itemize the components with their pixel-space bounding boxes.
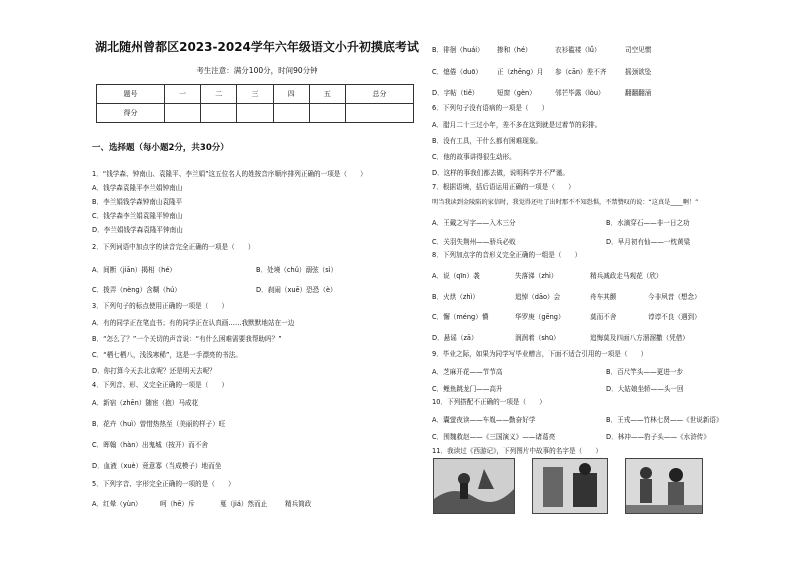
option-line: B．“怎么了？”一个关切的声音说：“有什么困难需要我帮助吗？” — [92, 335, 282, 343]
option-line: A．有的同学正在笔直书；有的同学正在认真画……我默默地站在一边 — [92, 319, 295, 327]
option-line: 今非夙昔（想念） — [648, 293, 701, 301]
option-line: 莫而不舍 — [590, 313, 617, 321]
option-line: D．林冲——豹子头——《水浒传》 — [606, 433, 710, 441]
score-cell — [237, 104, 273, 123]
option-line: C．熄倦（duō） — [432, 68, 482, 76]
option-line: C．“栖七栖八，浅浅寒稀”，这是一手漂亮的书法。 — [92, 351, 242, 359]
option-line: 参（cān）差不齐 — [555, 68, 607, 76]
score-cell — [346, 104, 414, 123]
option-line: 谆谆不良（遇到） — [648, 313, 701, 321]
story-illustration-2 — [532, 458, 608, 514]
option-line: D．悬谣（zā） — [432, 334, 478, 342]
option-line: 追悼（dāo）会 — [515, 293, 561, 301]
option-line: 掺和（hé） — [497, 46, 532, 54]
option-line: A．间断（jiān）揭相（hé） — [92, 266, 176, 274]
option-line: 摇颈欲坠 — [625, 68, 652, 76]
option-line: C．懈（méng）懵 — [432, 313, 489, 321]
option-line: 正（zhēng）月 — [497, 68, 544, 76]
score-cell: 五 — [309, 85, 345, 104]
question-line: 3．下列句子的标点使用正确的一项是（ ） — [92, 302, 229, 310]
question-line: 5．下列字音、字形完全正确的一项的是（ ） — [92, 480, 235, 488]
option-line: C．拨弄（nèng）含糊（hú） — [92, 286, 181, 294]
option-line: 翻翻翻涌 — [625, 89, 652, 97]
option-line: 华罗庚（gēng） — [515, 313, 565, 321]
option-line: A．芝麻开花——节节高 — [432, 368, 503, 376]
story-illustration-1 — [433, 458, 515, 514]
question-line: 8．下列加点字的音形义完全正确的一组是（ ） — [432, 251, 582, 259]
score-cell: 一 — [164, 85, 200, 104]
question-line: 11．我读过《西游记》，下列图片中故事的名字是（ ） — [432, 447, 602, 455]
option-line: B．徘徊（huái） — [432, 46, 484, 54]
option-line: 精兵简政 — [285, 500, 312, 508]
option-line: A．新宿（zhēn）随宦（抱）马成花 — [92, 399, 199, 407]
option-line: 短窗（gèn） — [497, 89, 536, 97]
score-cell: 二 — [201, 85, 237, 104]
option-line: 追悔莫及四面八方溜溜撒（凭借） — [590, 334, 689, 342]
option-line: B．处境（chǔ）溺弦（sì） — [256, 266, 338, 274]
left-column — [92, 38, 422, 153]
option-line: C．鲤鱼跳龙门——高升 — [432, 385, 503, 393]
option-line: C．钱学森李兰娟袁隆平钟南山 — [92, 212, 183, 220]
score-cell — [201, 104, 237, 123]
exam-title: 湖北随州曾都区2023-2024学年六年级语文小升初摸底考试 — [95, 40, 419, 54]
option-line: 舟车其颤 — [590, 293, 617, 301]
question-line: 10．下列搭配不正确的一项是（ ） — [432, 398, 546, 406]
story-illustration-3 — [625, 458, 703, 514]
question-line: 9．毕业之际，如果为同学写毕业赠言，下面不适合引用的一项是（ ） — [432, 350, 648, 358]
option-line: A．王戴之写字——入木三分 — [432, 219, 516, 227]
option-line: B．没有工具，干什么都有困难现象。 — [432, 137, 543, 145]
question-line: 1．“钱学森、钟南山、袁隆平、李兰娟”这五位名人的姓按音序顺序排列正确的一项是（ ） — [92, 170, 367, 178]
option-line: D．这样的事我们都去做，说明科学并不严谨。 — [432, 169, 569, 177]
option-line: B．李兰娟钱学森钟南山袁隆平 — [92, 198, 183, 206]
option-line: D．早月初有仙——一枕黄粱 — [606, 238, 691, 246]
score-cell — [164, 104, 200, 123]
option-line: A．钱学森袁隆平李兰娟钟南山 — [92, 184, 183, 192]
question-line: 4．下列音、形、义完全正确的一项是（ ） — [92, 381, 229, 389]
score-cell: 四 — [273, 85, 309, 104]
section-heading: 一、选择题（每小题2分，共30分） — [92, 143, 229, 153]
exam-notice: 考生注意：满分100分，时间90分钟 — [196, 66, 318, 75]
option-line: C．晖翰（hàn）出鬼城（按开）而不舍 — [92, 441, 208, 449]
option-line: C．围魏救赵——《三国演义》——诸葛亮 — [432, 433, 556, 441]
option-line: D．李兰娟钱学森袁隆平钟南山 — [92, 226, 183, 234]
option-line: A．红晕（yùn） — [92, 500, 142, 508]
score-cell: 题号 — [97, 85, 165, 104]
option-line: A．囊萤夜读——车胤——勤奋好学 — [432, 416, 536, 424]
option-line: A．说（qīn）袭 — [432, 272, 480, 280]
option-line: C．他的故事讲得很生动形。 — [432, 153, 516, 161]
option-line: 失落涕（zhì） — [515, 272, 558, 280]
option-line: D．你打算今天去北京呢？还是明天去呢？ — [92, 367, 216, 375]
score-cell — [273, 104, 309, 123]
option-line: B．花卉（huì）曾惜热热至（美丽的样子）旺 — [92, 420, 226, 428]
option-line: 邻芒毕露（lòu） — [555, 89, 605, 97]
option-line: C．关羽失荆州——骄兵必败 — [432, 238, 516, 246]
option-line: D．字帖（tiě） — [432, 89, 479, 97]
question-line: 明当我读到金陵陷的家信时，我觉得还吐了出时那不不知恐惧，不禁赞叹的说：“这真是____啊！” — [432, 199, 699, 206]
option-line: 呵（hē）斥 — [160, 500, 195, 508]
option-line: B．百尺竿头——更进一步 — [606, 368, 684, 376]
option-line: 润润着（shū） — [515, 334, 560, 342]
option-line: D．血液（xuè）竟意寡（当成模子）地而坐 — [92, 462, 222, 470]
score-cell — [309, 104, 345, 123]
question-line: 6．下列句子没有语病的一项是（ ） — [432, 104, 549, 112]
question-line: 2．下列词语中加点字的读音完全正确的一项是（ ） — [92, 243, 255, 251]
option-line: D．大姑娘坐轿——头一回 — [606, 385, 684, 393]
score-cell: 三 — [237, 85, 273, 104]
score-table — [96, 84, 414, 123]
option-line: B．王戎——竹林七贤——《世说新语》 — [606, 416, 723, 424]
option-line: 精兵减政走马观花（欣） — [590, 272, 663, 280]
score-cell: 得分 — [97, 104, 165, 123]
score-cell: 总分 — [346, 85, 414, 104]
option-line: B．水滴穿石——非一日之功 — [606, 219, 690, 227]
option-line: 衣衫褴褛（lǚ） — [555, 46, 601, 54]
option-line: D．刹闹（xuē）恐恐（è） — [256, 286, 337, 294]
option-line: 司空见惯 — [625, 46, 652, 54]
option-line: B．火烘（zhì） — [432, 293, 479, 301]
option-line: 戛（jiá）然而止 — [220, 500, 268, 508]
option-line: A．腊月二十三过小年，差不多在这到就是过着节的彩排。 — [432, 121, 602, 129]
question-line: 7．根据语境，括后语运用正确的一项是（ ） — [432, 183, 575, 191]
